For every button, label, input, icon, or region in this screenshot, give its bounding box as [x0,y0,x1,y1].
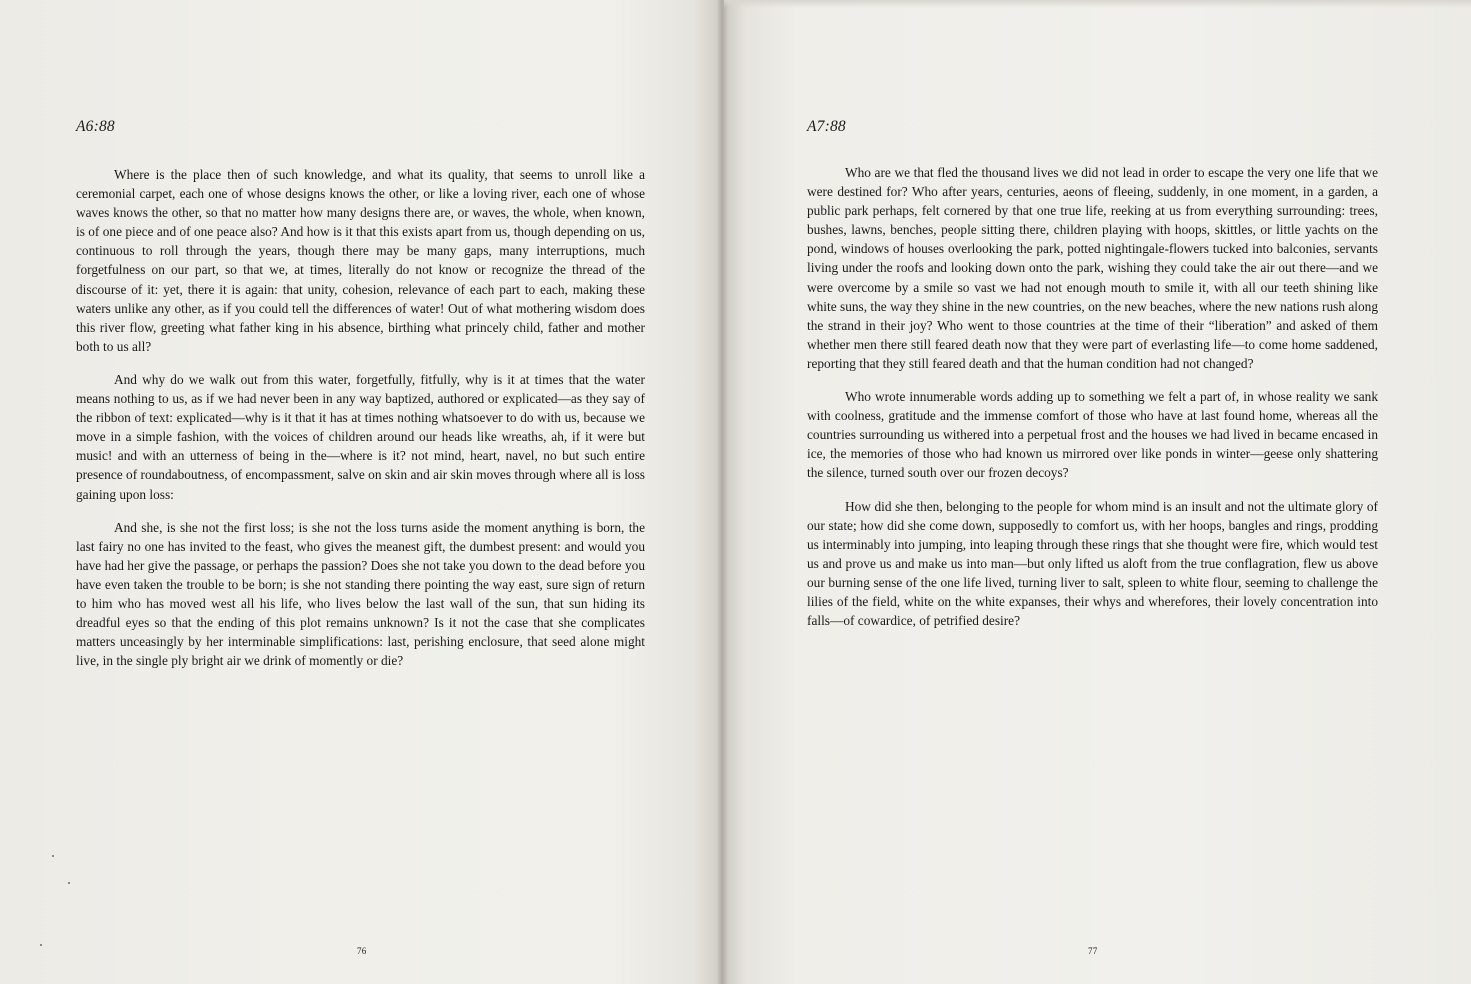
left-page-text [76,165,645,684]
right-paragraph-2: Who wrote innumerable words adding up to something we felt a part of, in whose reality we sank with coolness, gratitude and the immense comfort of those who have at last found home, whereas all the countries surrounding us withered into a perpetual frost and the houses we had lived in became encased in ice, the memories of those who had known us mirrored over like ponds in winter—geese only shattering the silence, turned south over our frozen decoys? [807,389,1378,481]
left-page-heading: A6:88 [76,118,115,135]
page-top-shadow [724,0,1471,8]
book-gutter [716,0,728,984]
right-paragraph-3: How did she then, belonging to the people for whom mind is an insult and not the ultimate glory of our state; how did she come down, supposedly to comfort us, with her hoops, bangles and rings, prodding us interminably into jumping, into leaping through these rings that she thought were fire, which would test us and prove us and make us into man—but only lifted us aloft from the true conflagration, flew us above our burning sense of the one life lived, turning liver to salt, spleen to white flour, seeming to challenge the lilies of the field, white on the white expanses, their whys and wherefores, their lovely concentration into falls—of cowardice, of petrified desire? [807,498,1378,629]
paper-speck [68,882,70,884]
right-page-number: 77 [1088,946,1098,956]
paper-speck [40,944,42,946]
paper-speck [52,855,54,857]
right-page-text [807,163,1378,644]
left-page-number: 76 [357,946,367,956]
left-page [0,0,722,984]
left-paragraph-1: Where is the place then of such knowledge, and what its quality, that seems to unroll like a ceremonial carpet, each one of whose designs knows the other, or like a loving river, each one of whose waves knows the other, so that no matter how many designs there are, or waves, the whole, when known, is of one piece and of one peace also? And how is it that this exists apart from us, though depending on us, continuous to roll through the years, though there may be many gaps, many interruptions, much forgetfulness on our part, so that we, at times, literally do not know or recognize the thread of the discourse of it: yet, there it is again: that unity, cohesion, relevance of each part to each, making these waters unlike any other, as if you could tell the differences of water! Out of what mothering wisdom does this river flow, greeting what father king in his absence, birthing what princely child, father and mother both to us all? [76,167,645,354]
right-page [722,0,1471,984]
left-paragraph-3: And she, is she not the first loss; is she not the loss turns aside the moment anything is born, the last fairy no one has invited to the feast, who gives the meanest gift, the dumbest present: and would you have had her give the passage, or perhaps the passion? Does she not take you down to the dead before you have even taken the trouble to be born; is she not standing there pointing the way east, sure sign of return to him who has moved west all his life, who lives below the last wall of the sun, that sun hiding its dreadful eyes so that the ending of this plot remains unknown? Is it not the case that she complicates matters unceasingly by her interminable simplifications: last, perishing enclosure, that seed alone might live, in the single ply bright air we drink of momently or die? [76,519,645,669]
left-paragraph-2: And why do we walk out from this water, forgetfully, fitfully, why is it at times that the water means nothing to us, as if we had never been in any way baptized, authored or explicated—as they say of the ribbon of text: explicated—why is it that it has at times nothing whatsoever to do with us, because we move in a simple fashion, with the voices of children around our heads like wreaths, ah, if it were but music! and with an utterness of being in the—where is it? not mind, heart, navel, no but such entire presence of roundaboutness, of encompassment, salve on skin and air skin moves through where all is loss gaining upon loss: [76,371,645,502]
right-paragraph-1: Who are we that fled the thousand lives we did not lead in order to escape the very one life that we were destined for? Who after years, centuries, aeons of fleeing, suddenly, in one moment, in a garden, a public park perhaps, felt cornered by that one true life, reeking at us from everything surrounding: trees, bushes, lawns, benches, people sitting there, children playing with hoops, skittles, or little yachts on the pond, windows of houses overlooking the park, potted nightingale-flowers tucked into balconies, servants living under the roofs and looking down onto the park, wishing they could take the air out there—and we were overcome by a smile so vast we had not enough mouth to smile it, with all our teeth shining like white suns, the way they shine in the new countries, on the new beaches, where the new nations rush along the strand in their joy? Who went to those countries at the time of their “liberation” and asked of them whether men there still feared death now that they were part of everlasting life—to come home saddened, reporting that they still feared death and that the human condition had not changed? [807,165,1378,371]
right-page-heading: A7:88 [807,118,846,135]
